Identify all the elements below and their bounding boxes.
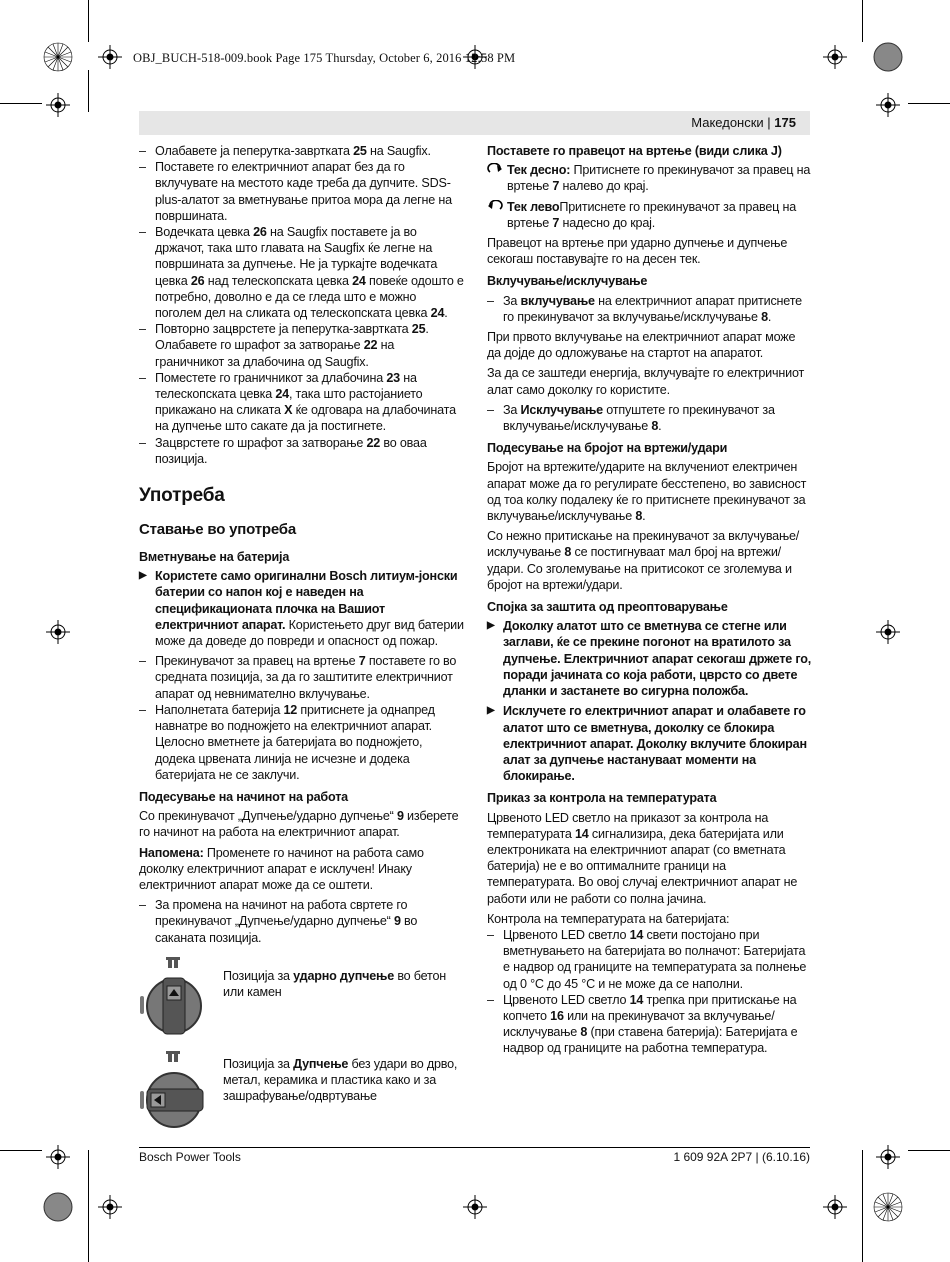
section-title: Употреба <box>139 485 225 507</box>
footer-doc-number: 1 609 92A 2P7 | (6.10.16) <box>673 1150 810 1164</box>
dash-bullet: – <box>139 225 146 240</box>
clutch-heading: Спојка за заштита од преоптоварување <box>487 600 728 615</box>
mode-heading: Подесување на начинот на работа <box>139 789 348 804</box>
temp-led-steady: – Црвеното LED светло 14 свети постојано при вметнувањето на батеријата во полначот: Батеријата е надвор од границите на температурата за полнење од 0 °C до 45 °C и не може да се наполни. <box>487 927 807 991</box>
list-item: – Зацврстете го шрафот за затворање 22 во оваа позиција. <box>139 435 427 466</box>
starburst-top-left-icon <box>44 43 72 71</box>
drill-switch-icon <box>139 1048 209 1138</box>
clutch-warning-2: ▶ Исклучете го електричниот апарат и олабавете го алатот што се вметнува, доколку се блокира електричниот апарат. Доколку вклучите блокиран алат за дупчење настануваат моменти на блокирање. <box>487 704 807 784</box>
page-header-text: Македонски | 175 <box>691 115 796 130</box>
dash-bullet: – <box>139 435 146 450</box>
saugfix-steps <box>139 143 465 467</box>
switch-on-step: – За вклучување на електричниот апарат притиснете го прекинувачот за вклучување/исклучување 8. <box>487 293 802 324</box>
list-item: – Повторно зацврстете ја пеперутка-завртката 25. Олабавете го шрафот за затворање 22 на граничникот за длабочина од Saugfix. <box>139 322 429 369</box>
print-header: OBJ_BUCH-518-009.book Page 175 Thursday, October 6, 2016 12:58 PM <box>133 51 516 65</box>
battery-steps <box>139 653 465 783</box>
rotate-left-icon <box>487 200 503 212</box>
subsection-title: Ставање во употреба <box>139 521 296 539</box>
battery-temp-intro: Контрола на температурата на батеријата: <box>487 911 730 926</box>
battery-warning: ▶ Користете само оригинални Bosch литиум-јонски батерии со напон кој е наведен на спецификационата плочка на Вашиот електричниот апарат. Користењето друг вид батерии може да доведе до повреди и опасност од пожар. <box>139 569 464 649</box>
list-item: – Поставете го електричниот апарат без да го вклучувате на местото каде треба да дупчите. SDS-plus-алатот за вметнување притоа мора да легне на површината. <box>139 160 452 223</box>
onoff-paragraph-1: При првото вклучување на електричниот апарат може да дојде до одложување на стартот на апаратот. <box>487 330 796 361</box>
dash-bullet: – <box>139 702 146 717</box>
list-item: – Прекинувачот за правец на вртење 7 поставете го во средната позиција, за да го заштитите електричниот апарат од невнимателно вклучување. <box>139 654 457 701</box>
dash-bullet: – <box>487 293 494 308</box>
speed-heading: Подесување на бројот на вртежи/удари <box>487 441 728 456</box>
hammer-mode-caption: Позиција за ударно дупчење во бетон или камен <box>223 968 447 999</box>
onoff-paragraph-2: За да се заштеди енергија, вклучувајте го електричниот алат само доколку го користите. <box>487 366 805 397</box>
dash-bullet: – <box>487 927 494 942</box>
switch-off-step: – За Исклучување отпуштете го прекинувачот за вклучување/исклучување 8. <box>487 402 775 434</box>
clutch-warning-1: ▶ Доколку алатот што се вметнува се стегне или заглави, ќе се прекине погонот на вратилото за дупчење. Електричниот апарат секогаш држете го, поради јачината со која работи, цврсто со двете дланки и застанете во сигурна положба. <box>487 619 812 699</box>
right-column <box>487 143 812 1057</box>
mode-step: – За промена на начинот на работа свртете го прекинувачот „Дупчење/ударно дупчење“ 9 во саканата позиција. <box>139 898 418 945</box>
page-number: 175 <box>774 115 796 130</box>
speed-paragraph-1: Бројот на вртежите/ударите на вклучениот електричен апарат може да го регулирате бесстепено, во зависност од тоа колку подалеку ќе го притиснете прекинувачот за вклучување/исклучување 8. <box>487 460 807 524</box>
hammer-mode-figure <box>139 954 465 1048</box>
onoff-heading: Вклучување/исклучување <box>487 274 648 289</box>
gray-dot-bottom-left-icon <box>44 1193 72 1221</box>
rotate-right-icon <box>487 163 503 175</box>
speed-paragraph-2: Со нежно притискање на прекинувачот за вклучување/исклучување 8 се постигнуваат мал број на вртежи/удари. Со зголемување на притисокот се зголемува и бројот на вртежи/удари. <box>487 529 800 592</box>
dash-bullet: – <box>139 654 146 669</box>
dash-bullet: – <box>487 992 494 1007</box>
drill-mode-figure <box>139 1048 465 1142</box>
language-label: Македонски <box>691 115 764 130</box>
direction-paragraph: Правецот на вртење при ударно дупчење и дупчење секогаш поставувајте го на десен тек. <box>487 236 788 267</box>
note-paragraph: Напомена: Променете го начинот на работа само доколку електричниот апарат е исклучен! Инаку електричниот апарат може да се оштети. <box>139 845 424 892</box>
dash-bullet: – <box>139 144 146 158</box>
footer-brand: Bosch Power Tools <box>139 1150 241 1164</box>
list-item: – Наполнетата батерија 12 притиснете ја однапред навнатре во подножјето на електричниот апарат. Целосно вметнете ја батеријата во подножјето, додека црвената линија не исчезне и додека батеријата не се заклучи. <box>139 702 435 782</box>
temperature-heading: Приказ за контрола на температурата <box>487 791 717 806</box>
triangle-bullet-icon: ▶ <box>487 620 495 632</box>
gray-dot-top-right-icon <box>874 43 902 71</box>
triangle-bullet-icon: ▶ <box>487 705 495 717</box>
triangle-bullet-icon: ▶ <box>139 570 147 582</box>
page-header-band <box>139 111 810 135</box>
mode-paragraph: Со прекинувачот „Дупчење/ударно дупчење“ 9 изберете го начинот на работа на електричниот апарат. <box>139 809 459 840</box>
dash-bullet: – <box>139 160 146 175</box>
hammer-drill-switch-icon <box>139 954 209 1044</box>
drill-mode-caption: Позиција за Дупчење без удари во дрво, метал, керамика и пластика како и за зашрафување/одвртување <box>223 1056 458 1104</box>
battery-heading: Вметнување на батерија <box>139 550 290 565</box>
starburst-bottom-right-icon <box>874 1193 902 1221</box>
list-item: – Водечката цевка 26 на Saugfix поставете ја во држачот, така што главата на Saugfix ќе легне на површината за дупчење. Не ја туркајте водечката цевка 26 над телескопската цевка 24 повеќе одошто е потребно, доволно е да се гледа што е можно поголем дел на сликата од телескопската цевка 24. <box>139 225 464 321</box>
dash-bullet: – <box>139 370 146 385</box>
page-footer <box>139 1147 810 1164</box>
right-rotation-item: Тек десно: Притиснете го прекинувачот за правец на вртење 7 налево до крај. <box>487 162 812 194</box>
list-item: – Поместете го граничникот за длабочина 23 на телескопската цевка 24, така што растојанието прикажано на сликата X ќе одговара на длабочината на дупчење што сакате да ја постигнете. <box>139 370 456 434</box>
temp-led-blinking: – Црвеното LED светло 14 трепка при притискање на копчето 16 или на прекинувачот за вклучување/исклучување 8 (при ставена батерија): Батеријата е надвор од границите на работна температура. <box>487 992 798 1056</box>
left-rotation-item: Тек левоПритиснете го прекинувачот за правец на вртење 7 надесно до крај. <box>487 199 812 231</box>
dash-bullet: – <box>139 898 146 913</box>
list-item: – Олабавете ја пеперутка-завртката 25 на Saugfix. <box>139 144 431 158</box>
direction-heading: Поставете го правецот на вртење (види слика J) <box>487 144 782 158</box>
dash-bullet: – <box>139 322 146 337</box>
dash-bullet: – <box>487 402 494 417</box>
temperature-paragraph: Црвеното LED светло на приказот за контрола на температурата 14 сигнализира, дека батеријата или електрониката на електричниот апарат (со вметната батерија) не е во оптималните граници на температурата. Во овој случај електричниот апарат не работи или не работи со полна јачина. <box>487 810 798 906</box>
left-column <box>139 143 465 1142</box>
